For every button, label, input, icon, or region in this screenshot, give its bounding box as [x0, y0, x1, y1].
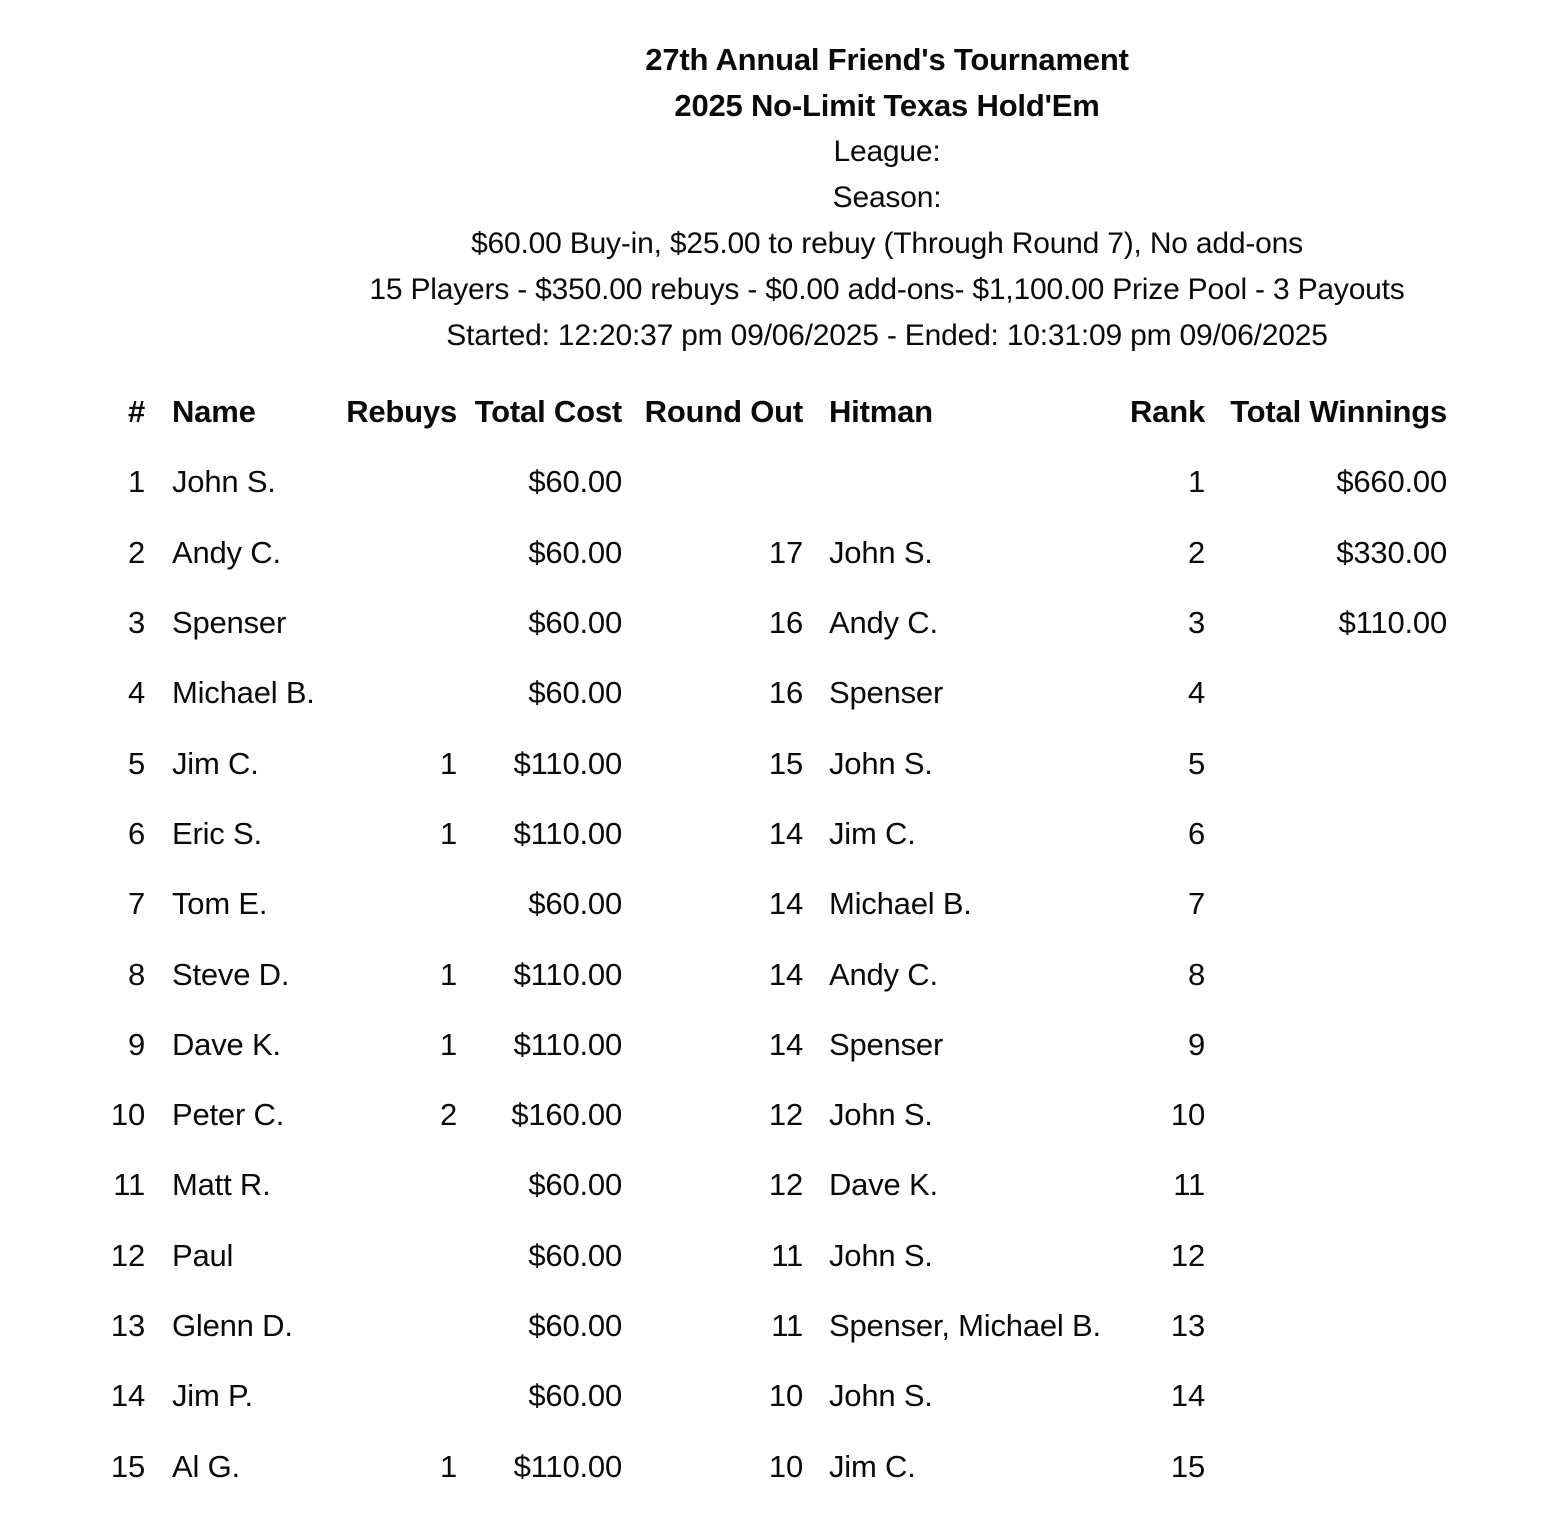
table-row [110, 1080, 1447, 1150]
table-row [110, 518, 1447, 588]
cell-hitman: Spenser [829, 675, 944, 711]
cell-rebuys: 1 [439, 1448, 457, 1484]
cell-player-name: Glenn D. [172, 1308, 293, 1343]
cell-total-winnings: $110.00 [1338, 605, 1447, 641]
table-row [110, 728, 1447, 798]
table-row [110, 1361, 1447, 1431]
cell-hitman: John S. [829, 1378, 933, 1414]
cell-player-name: Paul [172, 1237, 234, 1273]
report-header [217, 37, 1557, 359]
cell-player-name: Michael B. [172, 675, 315, 711]
table-row [110, 447, 1447, 517]
cell-rank: 9 [1187, 1026, 1205, 1062]
cell-hitman: John S. [829, 1097, 933, 1133]
cell-rebuys: 2 [439, 1097, 457, 1133]
league-line: League: [833, 135, 941, 168]
cell-player-name: Andy C. [172, 534, 281, 570]
cell-player-number: 3 [127, 605, 145, 641]
cell-hitman: Spenser [829, 1026, 944, 1062]
cell-rank: 3 [1187, 605, 1205, 641]
season-line: Season: [832, 181, 942, 214]
cell-round-out: 14 [768, 1026, 803, 1062]
buyin-line: $60.00 Buy-in, $25.00 to rebuy (Through Round 7), No add-ons [471, 227, 1303, 260]
cell-rebuys: 1 [439, 956, 457, 992]
cell-player-number: 12 [110, 1237, 145, 1273]
cell-hitman: Dave K. [829, 1167, 938, 1203]
cell-player-number: 13 [110, 1308, 145, 1343]
cell-total-cost: $160.00 [511, 1097, 622, 1133]
col-header-hitman: Hitman [829, 394, 933, 430]
cell-total-cost: $110.00 [513, 815, 622, 851]
cell-total-cost: $60.00 [528, 1237, 622, 1273]
cell-player-name: John S. [172, 464, 276, 500]
cell-round-out: 15 [768, 745, 803, 781]
cell-player-name: Jim P. [172, 1378, 253, 1414]
cell-rebuys: 1 [439, 1026, 457, 1062]
cell-total-cost: $60.00 [528, 605, 622, 641]
cell-hitman: Spenser, Michael B. [829, 1308, 1101, 1343]
cell-round-out: 11 [771, 1308, 803, 1343]
cell-player-number: 11 [113, 1167, 145, 1203]
tournament-subtitle: 2025 No-Limit Texas Hold'Em [674, 88, 1100, 123]
cell-total-cost: $60.00 [528, 464, 622, 500]
table-row [110, 1150, 1447, 1220]
table-row [110, 1291, 1447, 1361]
cell-player-number: 15 [110, 1448, 145, 1484]
cell-player-name: Eric S. [172, 815, 262, 851]
cell-player-number: 8 [127, 956, 145, 992]
cell-total-cost: $110.00 [513, 1448, 622, 1484]
cell-total-cost: $110.00 [513, 956, 622, 992]
cell-round-out: 10 [768, 1378, 803, 1414]
cell-round-out: 12 [768, 1167, 803, 1203]
cell-hitman: John S. [829, 1237, 933, 1273]
table-row [110, 869, 1447, 939]
cell-hitman: John S. [829, 745, 933, 781]
cell-player-name: Tom E. [172, 886, 268, 922]
cell-player-name: Jim C. [172, 745, 259, 781]
cell-rebuys: 1 [439, 815, 457, 851]
table-row [110, 799, 1447, 869]
cell-round-out: 14 [768, 956, 803, 992]
cell-rank: 2 [1187, 534, 1205, 570]
cell-player-number: 1 [127, 464, 145, 500]
table-header-row [110, 377, 1447, 447]
cell-total-winnings: $660.00 [1336, 464, 1447, 500]
cell-rank: 6 [1187, 815, 1205, 851]
cell-player-number: 4 [127, 675, 145, 711]
cell-round-out: 10 [768, 1448, 803, 1484]
cell-player-name: Matt R. [172, 1167, 271, 1203]
cell-hitman: John S. [829, 534, 933, 570]
cell-player-name: Spenser [172, 605, 287, 641]
cell-hitman: Andy C. [829, 605, 938, 641]
cell-rank: 5 [1187, 745, 1205, 781]
cell-round-out: 12 [768, 1097, 803, 1133]
cell-total-cost: $60.00 [528, 886, 622, 922]
cell-player-name: Peter C. [172, 1097, 285, 1133]
cell-hitman: Andy C. [829, 956, 938, 992]
col-header-rebuys: Rebuys [346, 394, 457, 430]
table-row [110, 658, 1447, 728]
cell-rank: 12 [1170, 1237, 1205, 1273]
cell-player-number: 9 [127, 1026, 145, 1062]
cell-total-winnings: $330.00 [1336, 534, 1447, 570]
cell-round-out: 16 [768, 675, 803, 711]
col-header-total-winnings: Total Winnings [1230, 394, 1447, 430]
cell-hitman: Jim C. [829, 815, 916, 851]
cell-rank: 15 [1170, 1448, 1205, 1484]
cell-total-cost: $60.00 [528, 534, 622, 570]
cell-rank: 14 [1170, 1378, 1205, 1414]
cell-rank: 1 [1187, 464, 1205, 500]
cell-player-number: 5 [127, 745, 145, 781]
cell-rank: 10 [1170, 1097, 1205, 1133]
cell-player-number: 2 [127, 534, 145, 570]
table-row [110, 939, 1447, 1009]
table-row [110, 1221, 1447, 1291]
cell-rank: 13 [1170, 1308, 1205, 1343]
table-row [110, 588, 1447, 658]
cell-player-name: Dave K. [172, 1026, 281, 1062]
cell-rank: 7 [1187, 886, 1205, 922]
cell-player-number: 6 [127, 815, 145, 851]
cell-rebuys: 1 [439, 745, 457, 781]
table-row [110, 1010, 1447, 1080]
cell-rank: 8 [1187, 956, 1205, 992]
tournament-title: 27th Annual Friend's Tournament [645, 42, 1129, 77]
col-header-total-cost: Total Cost [474, 394, 622, 430]
cell-total-cost: $110.00 [513, 1026, 622, 1062]
cell-round-out: 14 [768, 886, 803, 922]
cell-total-cost: $60.00 [528, 1378, 622, 1414]
cell-round-out: 14 [768, 815, 803, 851]
cell-player-number: 7 [127, 886, 145, 922]
cell-total-cost: $60.00 [528, 1167, 622, 1203]
cell-total-cost: $60.00 [528, 675, 622, 711]
cell-player-number: 10 [110, 1097, 145, 1133]
col-header-num: # [127, 394, 145, 430]
cell-player-name: Al G. [172, 1448, 240, 1484]
time-line: Started: 12:20:37 pm 09/06/2025 - Ended: 10:31:09 pm 09/06/2025 [446, 319, 1328, 352]
cell-player-name: Steve D. [172, 956, 290, 992]
col-header-round-out: Round Out [644, 394, 803, 430]
cell-hitman: Michael B. [829, 886, 972, 922]
table-row [110, 1431, 1447, 1501]
cell-total-cost: $60.00 [528, 1308, 622, 1343]
cell-round-out: 17 [768, 534, 803, 570]
cell-round-out: 11 [771, 1237, 803, 1273]
col-header-rank: Rank [1129, 394, 1205, 430]
cell-player-number: 14 [110, 1378, 145, 1414]
cell-round-out: 16 [768, 605, 803, 641]
results-table [110, 377, 1447, 1502]
table-body [110, 447, 1447, 1501]
col-header-name: Name [172, 394, 256, 430]
cell-rank: 4 [1187, 675, 1205, 711]
cell-hitman: Jim C. [829, 1448, 916, 1484]
cell-rank: 11 [1173, 1167, 1205, 1203]
summary-line: 15 Players - $350.00 rebuys - $0.00 add-ons- $1,100.00 Prize Pool - 3 Payouts [369, 273, 1405, 306]
cell-total-cost: $110.00 [513, 745, 622, 781]
